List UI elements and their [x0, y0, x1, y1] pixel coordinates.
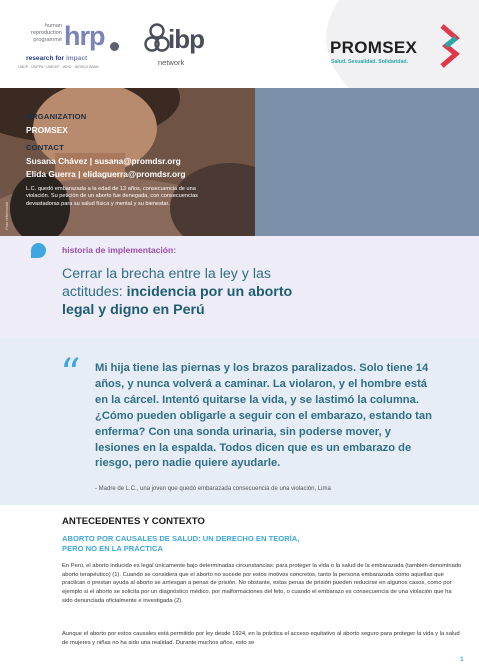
contact-susana: Susana Chávez | susana@promdsr.org [26, 156, 181, 166]
ibp-wordmark: ibp [168, 24, 204, 54]
contact-label: CONTACT [26, 143, 64, 152]
ibp-subtitle: network [158, 58, 185, 67]
info-panel [255, 88, 479, 236]
hrp-wordmark: hrp [64, 21, 105, 51]
story-label: historia de implementación: [62, 245, 177, 255]
hrp-logo [18, 22, 118, 78]
hrp-tagline-prefix: research for [26, 55, 66, 62]
hrp-tagline-bold: impact [65, 55, 88, 62]
speech-bubble-icon [31, 243, 46, 258]
photo-caption: L.C. quedó embarazada a la edad de 13 años, consecuencia de una violación. Su petición de un aborto fue denegada, con consecuencias devastadoras para su salud física y mental y su bienestar. [26, 186, 198, 207]
quote-source: - Madre de L.C., una joven que quedó embarazada consecuencia de una violación, Lima [95, 486, 331, 492]
hrp-small-line-2: reproduction [30, 30, 62, 36]
header [0, 0, 479, 88]
photo-credit: Foto referencial [4, 202, 9, 230]
body-paragraph-2: Aunque el aborto por estos causales está permitido por ley desde 1924, en la práctica el acceso equitativo al aborto seguro para proteger la vida y la salud de mujeres y niñas no ha sido una realidad. Durante muchos años, esto se [62, 631, 460, 646]
promsex-tagline: Salud. Sexualidad. Solidaridad. [331, 59, 408, 65]
quote-mark-icon: “ [60, 351, 81, 397]
hrp-partners: UNDP · UNFPA · UNICEF · WHO · WORLD BANK [18, 65, 99, 69]
story-title-line-2-bold: incidencia por un aborto [126, 284, 293, 300]
hrp-tagline [26, 55, 87, 62]
story-title-line-1: Cerrar la brecha entre la ley y las [62, 266, 271, 282]
promsex-wordmark: PROMSEX [330, 38, 418, 57]
story-title-line-2-plain: actitudes: [62, 284, 127, 300]
organization-value: PROMSEX [26, 125, 68, 135]
section-subheading: ABORTO POR CAUSALES DE SALUD: UN DERECHO EN TEORÍA, PERO NO EN LA PRÁCTICA [62, 534, 300, 553]
ibp-logo [140, 20, 204, 72]
contact-elida: Elida Guerra | elidaguerra@promdsr.org [26, 169, 186, 179]
story-title-line-2 [62, 284, 292, 302]
hrp-dot-icon [110, 42, 119, 51]
hrp-small-line-1: human [44, 23, 62, 29]
story-title-line-3: legal y digno en Perú [62, 302, 205, 318]
promsex-s-icon [438, 24, 460, 68]
section-heading: ANTECEDENTES Y CONTEXTO [62, 516, 205, 527]
quote-text: Mi hija tiene las piernas y los brazos paralizados. Solo tiene 14 años, y nunca volverá a caminar. La violaron, y el hombre está en la cárcel. Intentó quitarse la vida, y se lastimó la columna. ¿Cómo pueden obligarle a seguir con el embarazo, estando tan enferma? Con una sonda urinaria, sin poderse mover, y lesiones en la espalda. Todos dicen que es un embarazo de riesgo, pero nadie quiere ayudarle. [95, 362, 432, 470]
organization-label: ORGANIZATION [26, 112, 87, 121]
page-number: 1 [460, 656, 464, 663]
hrp-small-line-3: programme [33, 37, 62, 43]
body-paragraph-1: En Perú, el aborto inducido es legal únicamente bajo determinadas circunstancias: para proteger la vida o la salud de la embarazada (también denominado aborto terapéutico) (1). Cuando se considera que el aborto no sucede por estos motivos concretos, tanto la persona embarazada como aquellas que practican o prestan ayuda al aborto se arriesgan a penas de prisión. No obstante, estas penas de prisión pueden reducirse en algunos casos, como por ejemplo si el aborto se solicita por un diagnóstico médico, por malformaciones del feto, o cuando el embarazo es consecuencia de una violación que ha sido denunciada oficialmente e investigada (2). [62, 563, 462, 604]
